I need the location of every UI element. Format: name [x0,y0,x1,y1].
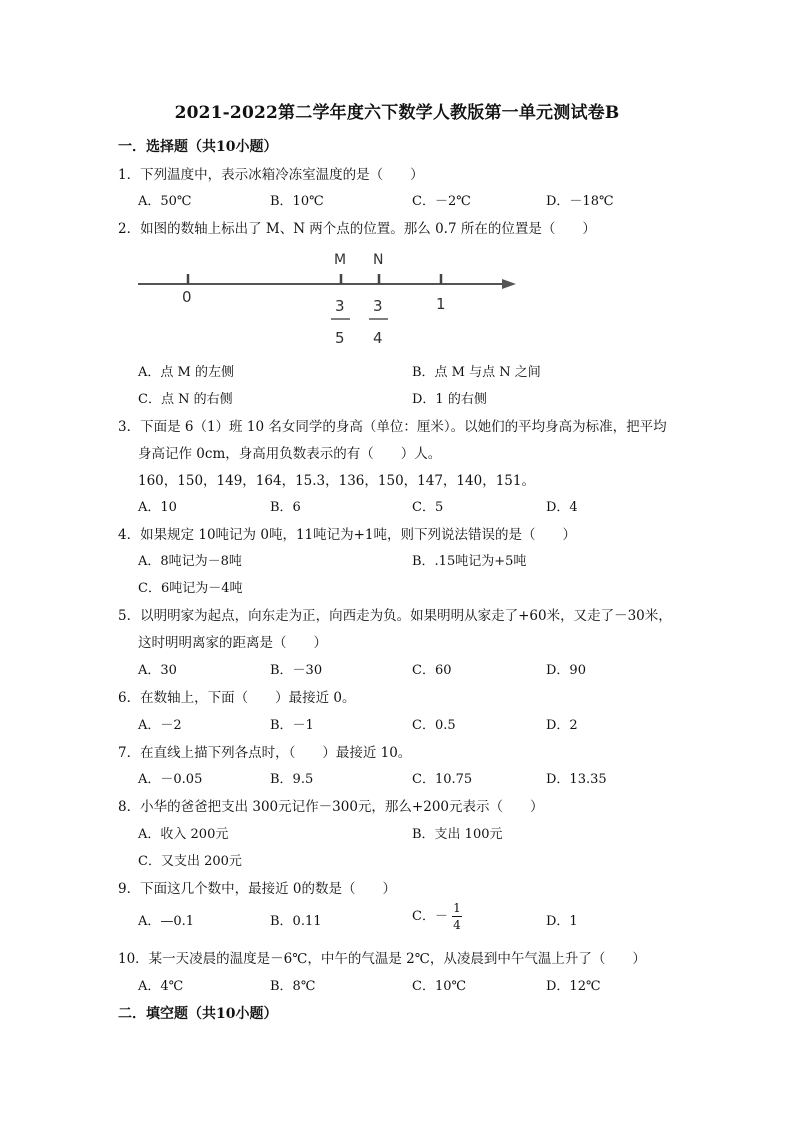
q4-option-c: C．6吨记为－4吨 [138,581,243,596]
q2-option-c: C．点 N 的右侧 [138,392,233,407]
section-heading-choice: 一．选择题（共10小题） [118,139,278,155]
q10-option-c: C．10℃ [412,979,467,994]
q8-option-a: A．收入 200元 [138,827,229,842]
fraction-denominator: 4 [453,918,461,932]
q3-option-b: B．6 [270,500,301,515]
q9-option-b: B．0.11 [270,914,322,929]
q5-option-b: B．－30 [270,663,323,678]
question-8-stem: 8．小华的爸爸把支出 300元记作－300元，那么+200元表示（ ） [118,799,544,815]
q3-option-d: D．4 [546,500,578,515]
question-2-stem: 2．如图的数轴上标出了 M、N 两个点的位置。那么 0.7 所在的位置是（ ） [118,221,596,237]
tick-label-zero: 0 [182,288,192,306]
q9-option-c-fraction [452,902,462,931]
q9-option-c-label: C．－ [412,909,448,924]
fraction-n-numerator: 3 [373,297,383,315]
fraction-m-denominator: 5 [335,329,345,347]
number-line-arrow [502,279,516,289]
section-heading-fill-blank: 二．填空题（共10小题） [118,1006,278,1022]
question-3-data: 160，150，149，164，15.3，136，150，147，140，151。 [138,473,535,489]
q3-option-a: A．10 [138,500,177,515]
q6-option-a: A．－2 [138,718,182,733]
question-10-stem: 10．某一天凌晨的温度是－6℃，中午的气温是 2℃，从凌晨到中午气温上升了（ ） [118,951,646,967]
q2-option-b: B．点 M 与点 N 之间 [412,365,541,380]
q7-option-b: B．9.5 [270,772,314,787]
number-line-figure [138,244,528,354]
q1-option-d: D．－18℃ [546,194,614,209]
q2-option-d: D．1 的右侧 [412,392,487,407]
q3-option-c: C．5 [412,500,444,515]
q9-option-d: D．1 [546,914,578,929]
tick-label-one: 1 [436,295,446,313]
q7-option-c: C．10.75 [412,772,473,787]
q4-option-b: B．.15吨记为+5吨 [412,554,527,569]
q10-option-b: B．8℃ [270,979,316,994]
question-6-stem: 6．在数轴上，下面（ ）最接近 0。 [118,690,356,706]
q5-option-c: C．60 [412,663,452,678]
q10-option-d: D．12℃ [546,979,601,994]
point-label-n: N [373,252,384,268]
q6-option-c: C．0.5 [412,718,456,733]
fraction-n-denominator: 4 [373,329,383,347]
q1-option-c: C．－2℃ [412,194,471,209]
question-3-stem-line2: 身高记作 0cm，身高用负数表示的有（ ）人。 [138,446,442,462]
q5-option-a: A．30 [138,663,177,678]
point-label-m: M [334,252,347,268]
question-1-stem: 1．下列温度中，表示冰箱冷冻室温度的是（ ） [118,167,424,183]
q5-option-d: D．90 [546,663,586,678]
q9-option-a: A．—0.1 [138,914,195,929]
page-title: 2021-2022第二学年度六下数学人教版第一单元测试卷B [174,103,620,123]
q9-option-c [412,902,462,931]
q6-option-b: B．－1 [270,718,314,733]
q1-option-a: A．50℃ [138,194,192,209]
q7-option-d: D．13.35 [546,772,607,787]
question-7-stem: 7．在直线上描下列各点时，（ ）最接近 10。 [118,745,412,761]
q2-option-a: A．点 M 的左侧 [138,365,234,380]
q4-option-a: A．8吨记为－8吨 [138,554,242,569]
q10-option-a: A．4℃ [138,979,184,994]
question-3-stem-line1: 3．下面是 6（1）班 10 名女同学的身高（单位：厘米）。以她们的平均身高为标准，把平均 [118,419,667,435]
question-5-stem-line2: 这时明明离家的距离是（ ） [138,635,327,651]
q8-option-b: B．支出 100元 [412,827,503,842]
question-9-stem: 9．下面这几个数中，最接近 0的数是（ ） [118,881,396,897]
fraction-m-numerator: 3 [335,297,345,315]
question-5-stem-line1: 5．以明明家为起点，向东走为正，向西走为负。如果明明从家走了+60米，又走了－30米， [118,608,672,624]
fraction-numerator: 1 [453,901,461,915]
q8-option-c: C．又支出 200元 [138,854,242,869]
q6-option-d: D．2 [546,718,578,733]
question-4-stem: 4．如果规定 10吨记为 0吨，11吨记为+1吨，则下列说法错误的是（ ） [118,527,577,543]
q1-option-b: B．10℃ [270,194,324,209]
q7-option-a: A．－0.05 [138,772,203,787]
